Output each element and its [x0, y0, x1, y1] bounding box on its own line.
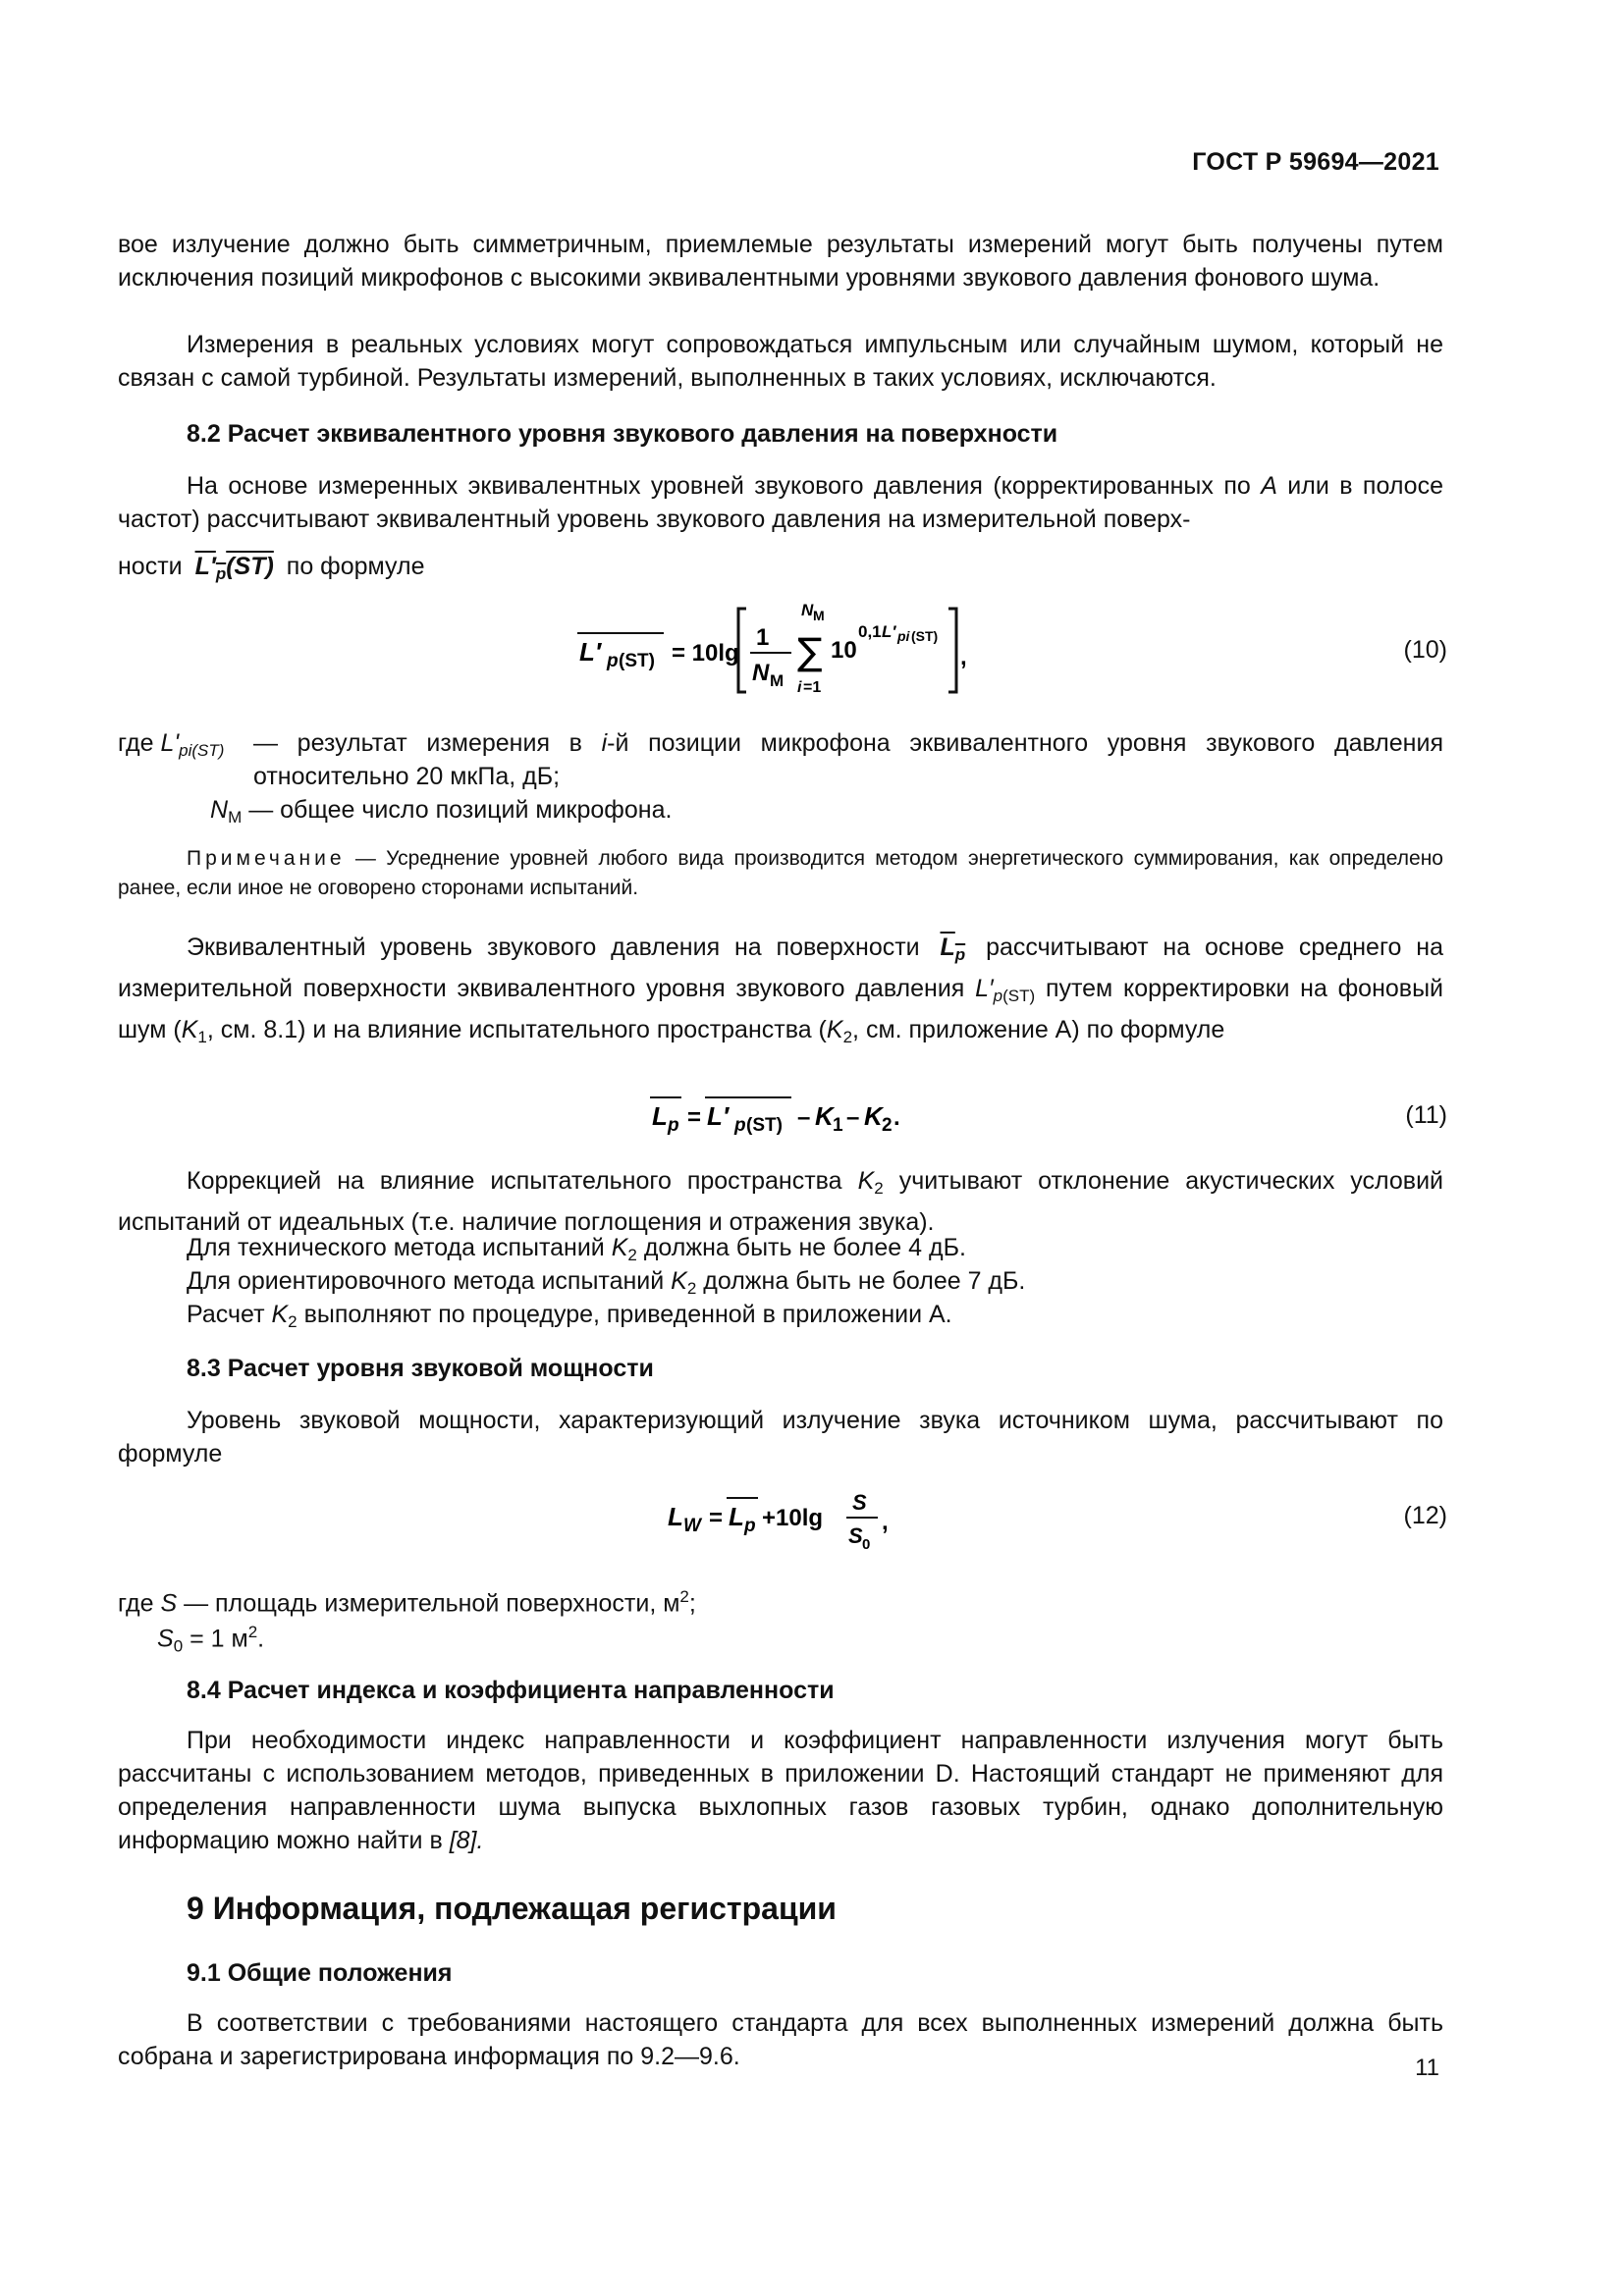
section-8-4-heading: 8.4 Расчет индекса и коэффициента направленности — [187, 1677, 835, 1704]
svg-text:–: – — [846, 1104, 860, 1131]
svg-text:N: N — [752, 660, 770, 686]
svg-text:p: p — [744, 1516, 756, 1536]
svg-text:0: 0 — [862, 1536, 871, 1553]
section-8-2-intro: На основе измеренных эквивалентных уровней звукового давления (корректированных по A или в полосе частот) рассчитывают эквивалентный уровень звукового давления на измерительной поверх- — [118, 472, 1443, 533]
svg-text:K: K — [864, 1101, 883, 1131]
svg-text:=: = — [709, 1505, 724, 1531]
svg-text:p: p — [734, 1115, 746, 1136]
paragraph-k2-procedure: Расчет $K_2$ выполняют по процедуре, приведенной в приложении А. — [187, 1301, 952, 1332]
svg-text:∑: ∑ — [797, 630, 823, 673]
document-code: ГОСТ Р 59694—2021 — [1192, 148, 1439, 176]
svg-text:L′: L′ — [707, 1101, 730, 1131]
svg-text:W: W — [683, 1516, 701, 1536]
note-averaging: Примечание — Усреднение уровней любого вида производится методом энергетического суммирования, как определено ранее, если иное не оговорено сторонами испытаний. — [118, 847, 1443, 899]
svg-text:,: , — [960, 644, 967, 670]
equation-number-11: (11) — [1405, 1101, 1447, 1129]
symbol-lp-st-mean: $L'_p(ST)$ — [194, 553, 274, 584]
section-8-4-text: При необходимости индекс направленности и коэффициент направленности излучения могут быть рассчитаны с использованием методов, приведенных в приложении D. Настоящий стандарт не применяют для определения направленности шума выпуска выхлопных газов газовых турбин, однако дополнительную информацию можно найти в [8]. — [118, 1727, 1443, 1854]
svg-text:2: 2 — [882, 1115, 893, 1136]
svg-text:p: p — [668, 1115, 679, 1136]
svg-text:p: p — [607, 651, 619, 671]
paragraph-continuation: вое излучение должно быть симметричным, приемлемые результаты измерений могут быть получены путем исключения позиций микрофонов с высокими эквивалентными уровнями звукового давления фонового шума. — [118, 231, 1443, 292]
section-8-3-intro: Уровень звуковой мощности, характеризующий излучение звука источником шума, рассчитывают по формуле — [118, 1407, 1443, 1468]
svg-text:pi: pi — [897, 628, 910, 644]
section-8-3-heading: 8.3 Расчет уровня звуковой мощности — [187, 1355, 654, 1382]
section-8-2-heading: 8.2 Расчет эквивалентного уровня звукового давления на поверхности — [187, 420, 1058, 448]
definition-s0: $S_0 = 1$ $м^2$. — [157, 1623, 265, 1656]
svg-text:K: K — [815, 1101, 834, 1131]
page-number: 11 — [1415, 2055, 1439, 2081]
svg-text:M: M — [770, 671, 785, 690]
svg-text:0,1: 0,1 — [858, 622, 882, 641]
svg-text:L: L — [652, 1101, 668, 1131]
svg-text:= 10lg: = 10lg — [672, 640, 739, 667]
svg-text:i: i — [797, 679, 802, 696]
svg-text:M: M — [813, 608, 825, 623]
symbol-lp-mean: $L_p$ — [940, 934, 966, 965]
svg-text:S: S — [852, 1490, 867, 1515]
paragraph-k2-survey: Для ориентировочного метода испытаний $K_2$ должна быть не более 7 дБ. — [187, 1267, 1026, 1299]
svg-text:S: S — [848, 1523, 863, 1548]
section-8-2-intro-line3: ности $L'_p(ST)$ по формуле — [118, 553, 425, 584]
svg-text:L′: L′ — [579, 637, 602, 667]
formula-11 — [648, 1086, 943, 1145]
paragraph-k2-correction: Коррекцией на влияние испытательного пространства $K_2$ учитывают отклонение акустических условий испытаний от идеальных (т.е. наличие поглощения и отражения звука). — [118, 1167, 1443, 1237]
svg-text:=1: =1 — [803, 679, 822, 696]
svg-text:L: L — [729, 1502, 744, 1531]
section-9-1-heading: 9.1 Общие положения — [187, 1959, 453, 1987]
formula-12 — [666, 1482, 921, 1561]
paragraph-k2-technical: Для технического метода испытаний $K_2$ должна быть не более 4 дБ. — [187, 1234, 966, 1265]
svg-text:10: 10 — [831, 637, 857, 664]
svg-text:1: 1 — [756, 624, 770, 651]
svg-text:(ST): (ST) — [746, 1115, 783, 1136]
svg-text:–: – — [797, 1104, 811, 1131]
equation-number-12: (12) — [1403, 1502, 1447, 1529]
svg-text:+10lg: +10lg — [762, 1505, 824, 1531]
equation-number-10: (10) — [1403, 636, 1447, 664]
section-9-1-text: В соответствии с требованиями настоящего стандарта для всех выполненных измерений должна быть собрана и зарегистрирована информация по 9.2—9.6. — [118, 2009, 1443, 2070]
section-9-heading: 9 Информация, подлежащая регистрации — [187, 1891, 837, 1926]
svg-text:,: , — [882, 1509, 889, 1535]
formula-10 — [569, 594, 1001, 702]
paragraph-impulse-noise: Измерения в реальных условиях могут сопровождаться импульсным или случайным шумом, который не связан с самой турбиной. Результаты измерений, выполненных в таких условиях, исключаются. — [118, 331, 1443, 392]
svg-text:N: N — [801, 601, 814, 619]
svg-text:L′: L′ — [882, 622, 896, 641]
definition-lpi-text: — результат измерения в i-й позиции микрофона эквивалентного уровня звукового давления относительно 20 мкПа, дБ; — [253, 729, 1443, 790]
definition-where-lpi: где $L'_{pi(ST)}$ — [118, 729, 225, 761]
svg-text:L: L — [668, 1502, 683, 1531]
paragraph-surface-level: Эквивалентный уровень звукового давления на поверхности $L_p$ рассчитывают на основе среднего на измерительной поверхности эквивалентного уровня звукового давления $L'_{p(ST)}$ путем корректировки на фоновый шум ($K_1$, см. 8.1) и на влияние испытательного пространства ($K_2$, см. приложение А) по формуле — [118, 934, 1444, 1047]
svg-text:.: . — [893, 1104, 900, 1131]
definition-nm: $N_M$ — общее число позиций микрофона. — [210, 796, 673, 828]
svg-text:(ST): (ST) — [911, 628, 939, 644]
svg-text:=: = — [687, 1104, 702, 1131]
svg-text:(ST): (ST) — [619, 651, 655, 671]
definition-s: где S — площадь измерительной поверхности, $м^2$; — [118, 1587, 696, 1618]
svg-text:1: 1 — [833, 1115, 843, 1136]
